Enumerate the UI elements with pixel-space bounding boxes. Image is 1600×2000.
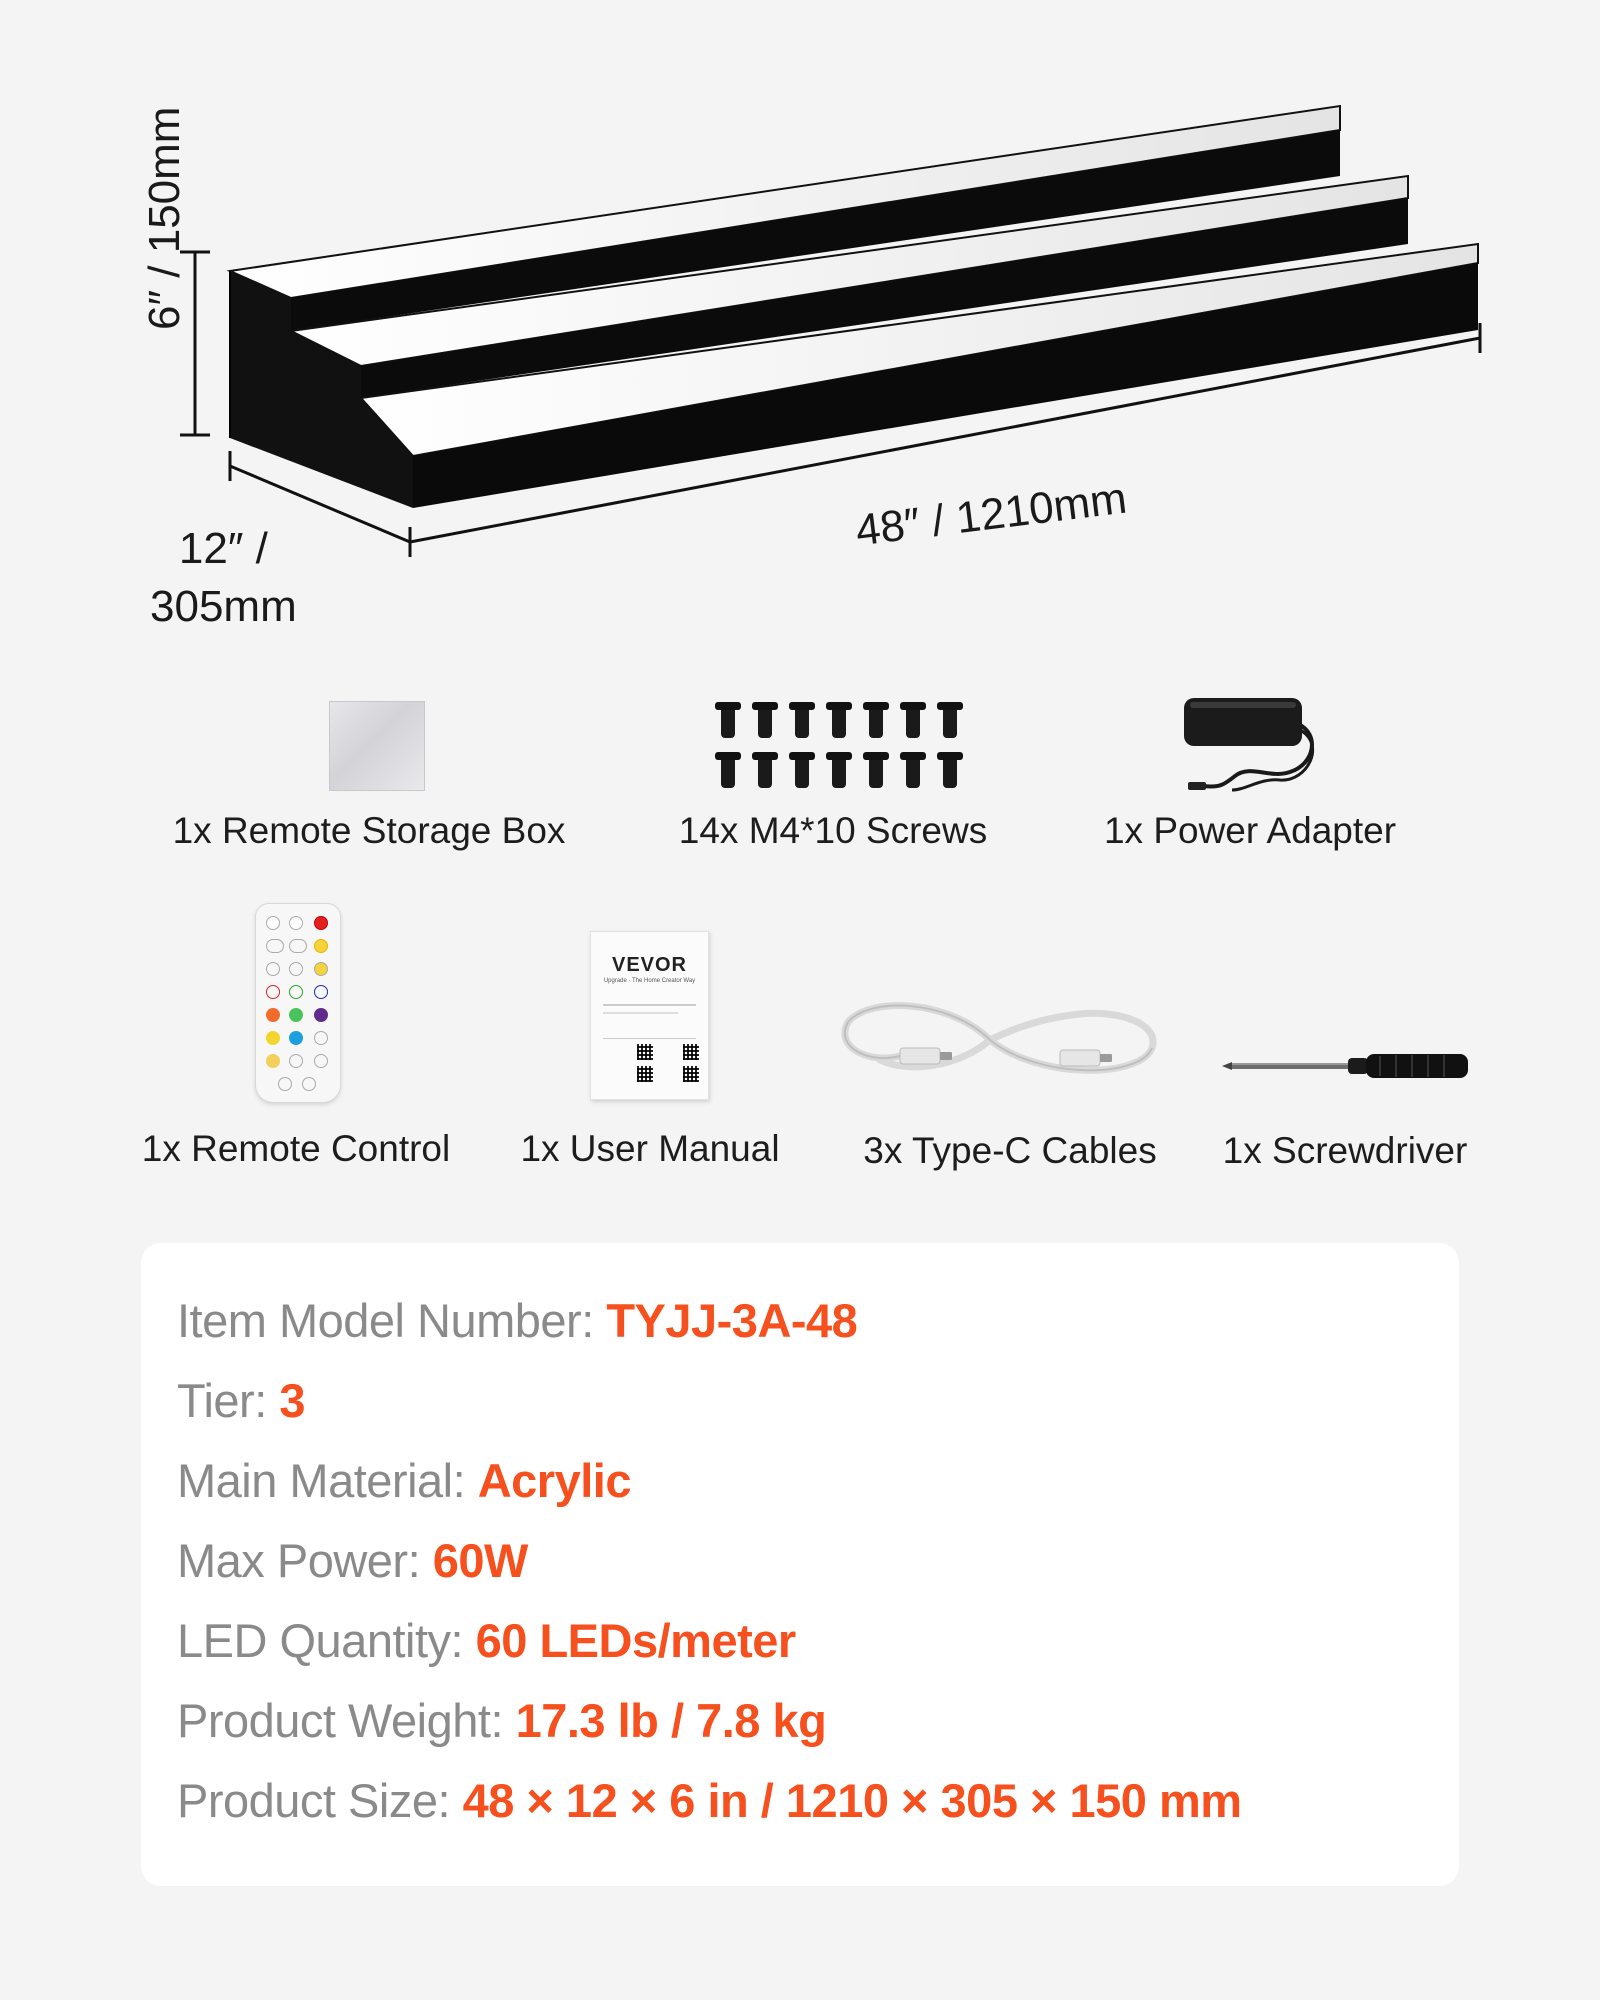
accessory-label-remote-storage-box: 1x Remote Storage Box	[172, 810, 566, 851]
screws-icon	[712, 700, 952, 792]
spec-value: TYJJ-3A-48	[606, 1294, 858, 1347]
accessory-label-screwdriver: 1x Screwdriver	[1222, 1130, 1468, 1171]
spec-label: Tier:	[177, 1374, 280, 1427]
accessory-label-power-adapter: 1x Power Adapter	[1103, 810, 1397, 851]
spec-value: 60 LEDs/meter	[475, 1614, 796, 1667]
power-adapter-icon	[1180, 694, 1320, 800]
spec-value: 48 × 12 × 6 in / 1210 × 305 × 150 mm	[462, 1774, 1242, 1827]
spec-value: 60W	[432, 1534, 528, 1587]
specifications-card	[141, 1243, 1459, 1886]
spec-label: Main Material:	[177, 1454, 478, 1507]
depth-dimension-label	[150, 520, 297, 636]
manual-tagline: Upgrade · The Home Creator Way	[603, 978, 696, 984]
manual-brand-logo: VEVOR	[611, 954, 688, 976]
spec-row-model-number	[177, 1293, 857, 1348]
type-c-cables-icon	[840, 1000, 1160, 1080]
spec-label: Product Size:	[177, 1774, 463, 1827]
accessory-label-screws: 14x M4*10 Screws	[678, 810, 988, 851]
product-dimension-diagram	[0, 0, 1600, 640]
spec-value: Acrylic	[477, 1454, 631, 1507]
spec-row-main-material	[177, 1453, 631, 1508]
spec-label: LED Quantity:	[177, 1614, 476, 1667]
depth-dimension-imperial: 12″ /	[178, 524, 268, 573]
height-dimension-label: 6″ / 150mm	[140, 106, 189, 330]
spec-row-max-power	[177, 1533, 528, 1588]
length-dimension-label: 48″ / 1210mm	[852, 473, 1130, 556]
user-manual-icon	[590, 931, 709, 1100]
spec-row-product-weight	[177, 1693, 826, 1748]
spec-label: Item Model Number:	[177, 1294, 607, 1347]
spec-value: 3	[279, 1374, 305, 1427]
spec-row-tier	[177, 1373, 305, 1428]
spec-value: 17.3 lb / 7.8 kg	[515, 1694, 827, 1747]
screwdriver-icon	[1220, 1050, 1470, 1080]
spec-label: Max Power:	[177, 1534, 433, 1587]
remote-storage-box-icon	[329, 701, 425, 791]
accessory-label-remote-control: 1x Remote Control	[141, 1128, 451, 1169]
spec-row-led-quantity	[177, 1613, 796, 1668]
spec-row-product-size	[177, 1773, 1242, 1828]
accessory-label-type-c-cables: 3x Type-C Cables	[863, 1130, 1157, 1171]
accessory-label-user-manual: 1x User Manual	[520, 1128, 780, 1169]
spec-label: Product Weight:	[177, 1694, 516, 1747]
depth-dimension-metric: 305mm	[150, 582, 297, 631]
remote-control-icon	[255, 903, 341, 1103]
